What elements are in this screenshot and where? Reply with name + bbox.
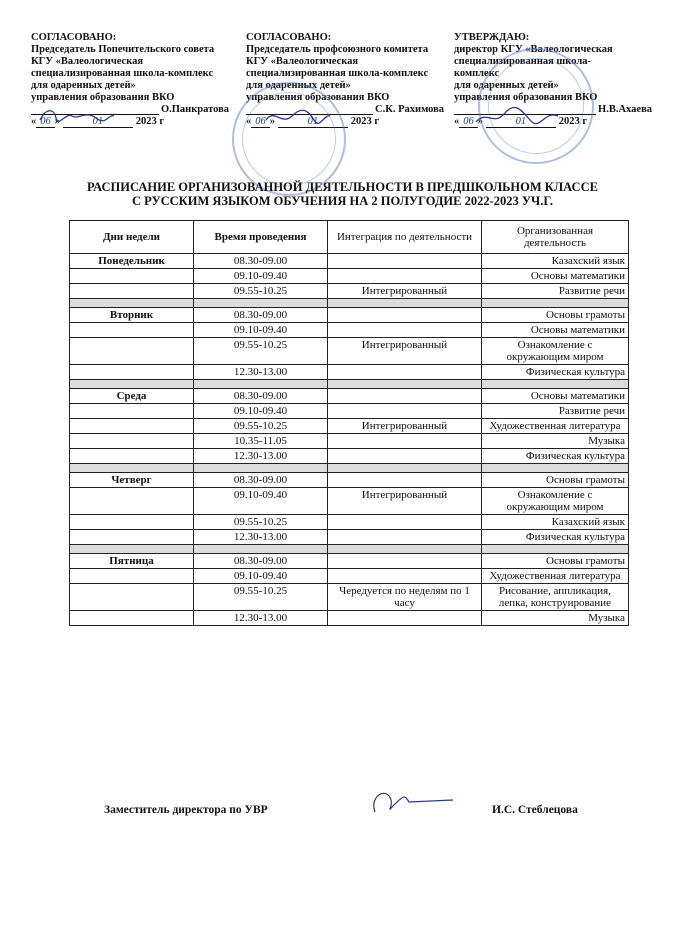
day-cell xyxy=(70,584,194,611)
activity-cell: Ознакомление с окружающим миром xyxy=(482,338,629,365)
approval-line: Председатель профсоюзного комитета xyxy=(246,44,429,55)
separator-cell xyxy=(482,380,629,389)
day-separator-row xyxy=(70,464,629,473)
title-line-1: РАСПИСАНИЕ ОРГАНИЗОВАННОЙ ДЕЯТЕЛЬНОСТИ В ПРЕДШКОЛЬНОМ КЛАССЕ xyxy=(87,180,598,194)
day-separator-row xyxy=(70,299,629,308)
approval-heading: СОГЛАСОВАНО: xyxy=(246,32,332,43)
day-cell xyxy=(70,338,194,365)
table-row xyxy=(70,611,629,626)
date-year: 2023 г xyxy=(135,116,165,127)
activity-cell: Казахский язык xyxy=(482,515,629,530)
separator-cell xyxy=(328,545,482,554)
integration-cell xyxy=(328,515,482,530)
approval-line: для одаренных детей» xyxy=(454,80,559,91)
header-cell: Время проведения xyxy=(194,221,328,254)
separator-cell xyxy=(70,545,194,554)
separator-cell xyxy=(328,380,482,389)
time-cell: 08.30-09.00 xyxy=(194,254,328,269)
integration-cell: Чередуется по неделям по 1 часу xyxy=(328,584,482,611)
approval-line: управления образования ВКО xyxy=(454,92,598,103)
activity-cell: Ознакомление с окружающим миром xyxy=(482,488,629,515)
day-cell xyxy=(70,611,194,626)
table-row xyxy=(70,434,629,449)
separator-cell xyxy=(482,464,629,473)
separator-cell xyxy=(194,545,328,554)
date-month: 01 xyxy=(278,116,349,128)
day-separator-row xyxy=(70,545,629,554)
day-cell: Понедельник xyxy=(70,254,194,269)
activity-cell: Физическая культура xyxy=(482,365,629,380)
time-cell: 10.35-11.05 xyxy=(194,434,328,449)
date-day: 06 xyxy=(251,116,270,128)
day-cell xyxy=(70,515,194,530)
integration-cell xyxy=(328,269,482,284)
stamp-seal-icon xyxy=(232,82,346,196)
time-cell: 09.10-09.40 xyxy=(194,404,328,419)
table-row xyxy=(70,323,629,338)
approval-line: управления образования ВКО xyxy=(31,92,175,103)
activity-cell: Художественная литература xyxy=(482,419,629,434)
activity-cell: Рисование, аппликация, лепка, конструирование xyxy=(482,584,629,611)
day-cell: Среда xyxy=(70,389,194,404)
date-year: 2023 г xyxy=(558,116,588,127)
day-cell xyxy=(70,419,194,434)
integration-cell xyxy=(328,404,482,419)
integration-cell xyxy=(328,434,482,449)
signature-scribble-icon xyxy=(262,108,332,128)
separator-cell xyxy=(70,464,194,473)
table-row xyxy=(70,308,629,323)
time-cell: 12.30-13.00 xyxy=(194,611,328,626)
integration-cell xyxy=(328,554,482,569)
date-quote: « xyxy=(246,116,252,127)
activity-cell: Основы грамоты xyxy=(482,554,629,569)
date-month: 01 xyxy=(63,116,134,128)
day-cell xyxy=(70,269,194,284)
signer-name: Н.В.Ахаева xyxy=(598,104,652,115)
table-row xyxy=(70,404,629,419)
approval-line: комплекс xyxy=(454,68,500,79)
footer-name: И.С. Стеблецова xyxy=(492,804,578,816)
integration-cell xyxy=(328,389,482,404)
time-cell: 12.30-13.00 xyxy=(194,365,328,380)
time-cell: 09.55-10.25 xyxy=(194,284,328,299)
signature-scribble-icon xyxy=(365,786,455,818)
activity-cell: Физическая культура xyxy=(482,449,629,464)
day-cell xyxy=(70,449,194,464)
header-cell: Интеграция по деятельности xyxy=(328,221,482,254)
date-day: 06 xyxy=(459,116,478,128)
time-cell: 08.30-09.00 xyxy=(194,308,328,323)
date-month: 01 xyxy=(486,116,557,128)
approval-line: специализированная школа-комплекс xyxy=(31,68,214,79)
table-header-row xyxy=(70,221,629,254)
time-cell: 09.55-10.25 xyxy=(194,515,328,530)
date-quote: « xyxy=(31,116,37,127)
schedule-body xyxy=(70,254,629,626)
table-row xyxy=(70,488,629,515)
table-row xyxy=(70,569,629,584)
day-cell xyxy=(70,284,194,299)
activity-cell: Музыка xyxy=(482,611,629,626)
day-cell xyxy=(70,569,194,584)
activity-cell: Художественная литература xyxy=(482,569,629,584)
approval-line: специализированная школа- xyxy=(454,56,591,67)
signer-name: О.Панкратова xyxy=(160,104,229,115)
day-cell xyxy=(70,404,194,419)
activity-cell: Основы математики xyxy=(482,323,629,338)
table-row xyxy=(70,515,629,530)
time-cell: 09.10-09.40 xyxy=(194,569,328,584)
separator-cell xyxy=(70,380,194,389)
schedule-table xyxy=(69,220,629,626)
activity-cell: Развитие речи xyxy=(482,404,629,419)
separator-cell xyxy=(482,545,629,554)
table-row xyxy=(70,338,629,365)
integration-cell xyxy=(328,323,482,338)
date-quote: » xyxy=(54,116,60,127)
time-cell: 12.30-13.00 xyxy=(194,530,328,545)
integration-cell xyxy=(328,449,482,464)
approval-line: КГУ «Валеологическая xyxy=(246,56,359,67)
table-row xyxy=(70,449,629,464)
time-cell: 09.55-10.25 xyxy=(194,338,328,365)
integration-cell: Интегрированный xyxy=(328,488,482,515)
time-cell: 09.10-09.40 xyxy=(194,323,328,338)
separator-cell xyxy=(328,299,482,308)
date-quote: » xyxy=(269,116,275,127)
time-cell: 09.10-09.40 xyxy=(194,269,328,284)
approval-line: директор КГУ «Валеологическая xyxy=(454,44,613,55)
integration-cell xyxy=(328,365,482,380)
activity-cell: Основы математики xyxy=(482,389,629,404)
integration-cell xyxy=(328,530,482,545)
table-row xyxy=(70,389,629,404)
day-cell: Вторник xyxy=(70,308,194,323)
separator-cell xyxy=(328,464,482,473)
day-separator-row xyxy=(70,380,629,389)
day-cell xyxy=(70,434,194,449)
time-cell: 08.30-09.00 xyxy=(194,554,328,569)
approval-heading: УТВЕРЖДАЮ: xyxy=(454,32,530,43)
header-cell: Организованная деятельность xyxy=(482,221,629,254)
separator-cell xyxy=(482,299,629,308)
table-row xyxy=(70,254,629,269)
table-row xyxy=(70,473,629,488)
footer-position: Заместитель директора по УВР xyxy=(104,804,268,816)
separator-cell xyxy=(194,464,328,473)
integration-cell: Интегрированный xyxy=(328,338,482,365)
table-row xyxy=(70,554,629,569)
approval-line: для одаренных детей» xyxy=(246,80,351,91)
day-cell: Четверг xyxy=(70,473,194,488)
day-cell: Пятница xyxy=(70,554,194,569)
integration-cell xyxy=(328,308,482,323)
integration-cell xyxy=(328,569,482,584)
signature-scribble-icon xyxy=(472,106,562,128)
separator-cell xyxy=(70,299,194,308)
separator-cell xyxy=(194,299,328,308)
activity-cell: Физическая культура xyxy=(482,530,629,545)
date-day: 06 xyxy=(36,116,55,128)
time-cell: 08.30-09.00 xyxy=(194,389,328,404)
integration-cell xyxy=(328,611,482,626)
activity-cell: Музыка xyxy=(482,434,629,449)
activity-cell: Основы математики xyxy=(482,269,629,284)
table-row xyxy=(70,419,629,434)
title-line-2: С РУССКИМ ЯЗЫКОМ ОБУЧЕНИЯ НА 2 ПОЛУГОДИЕ 2022-2023 УЧ.Г. xyxy=(131,194,554,208)
activity-cell: Основы грамоты xyxy=(482,473,629,488)
time-cell: 09.55-10.25 xyxy=(194,419,328,434)
table-row xyxy=(70,284,629,299)
activity-cell: Казахский язык xyxy=(482,254,629,269)
approval-line: Председатель Попечительского совета xyxy=(31,44,215,55)
signature-scribble-icon xyxy=(36,106,116,126)
table-row xyxy=(70,269,629,284)
day-cell xyxy=(70,323,194,338)
integration-cell: Интегрированный xyxy=(328,419,482,434)
signer-name: С.К. Рахимова xyxy=(375,104,444,115)
table-row xyxy=(70,365,629,380)
time-cell: 12.30-13.00 xyxy=(194,449,328,464)
time-cell: 09.10-09.40 xyxy=(194,488,328,515)
date-quote: » xyxy=(477,116,483,127)
approval-line: КГУ «Валеологическая xyxy=(31,56,144,67)
activity-cell: Основы грамоты xyxy=(482,308,629,323)
header-cell: Дни недели xyxy=(70,221,194,254)
date-year: 2023 г xyxy=(350,116,380,127)
table-row xyxy=(70,584,629,611)
date-quote: « xyxy=(454,116,460,127)
table-row xyxy=(70,530,629,545)
time-cell: 09.55-10.25 xyxy=(194,584,328,611)
integration-cell: Интегрированный xyxy=(328,284,482,299)
integration-cell xyxy=(328,254,482,269)
approval-line: управления образования ВКО xyxy=(246,92,390,103)
document-title xyxy=(0,180,685,208)
activity-cell: Развитие речи xyxy=(482,284,629,299)
separator-cell xyxy=(194,380,328,389)
approval-line: специализированная школа-комплекс xyxy=(246,68,429,79)
day-cell xyxy=(70,488,194,515)
approval-line: для одаренных детей» xyxy=(31,80,136,91)
time-cell: 08.30-09.00 xyxy=(194,473,328,488)
approval-heading: СОГЛАСОВАНО: xyxy=(31,32,117,43)
integration-cell xyxy=(328,473,482,488)
day-cell xyxy=(70,530,194,545)
day-cell xyxy=(70,365,194,380)
